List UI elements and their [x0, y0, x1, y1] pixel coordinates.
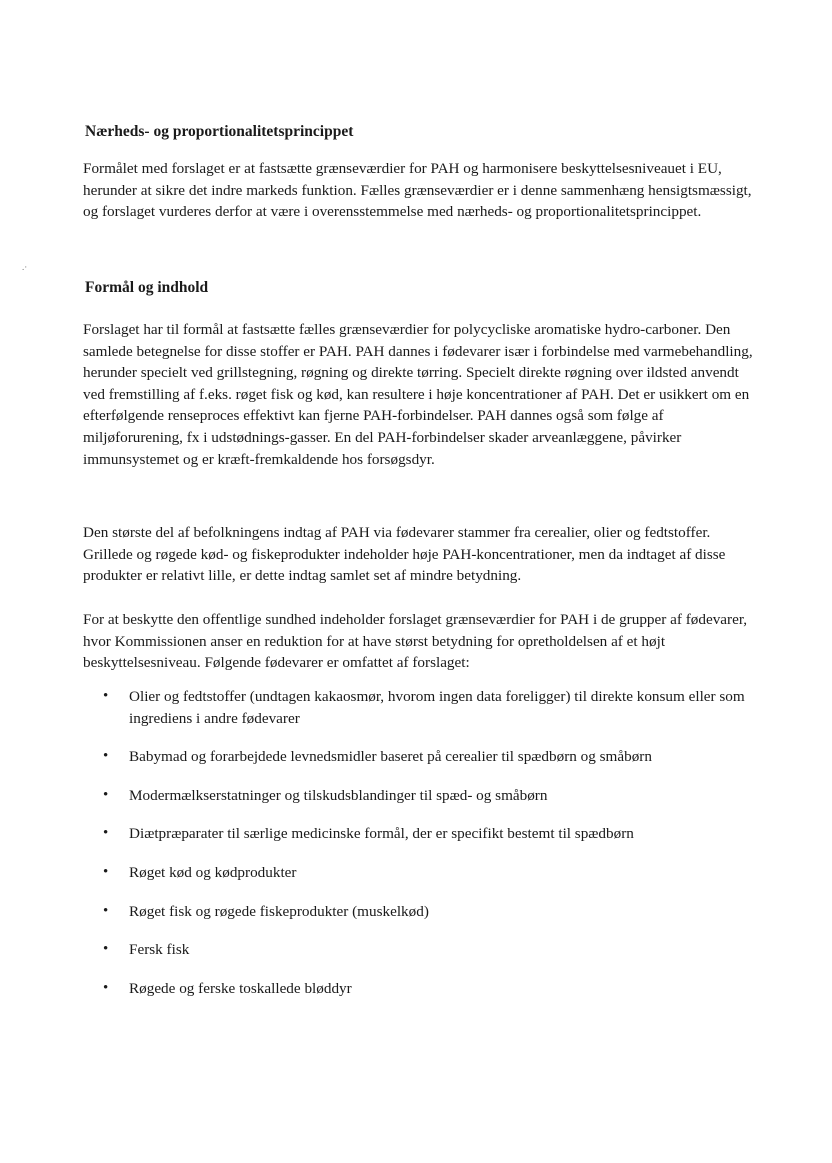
bullet-icon: •: [103, 688, 109, 704]
bullet-icon: •: [103, 941, 109, 958]
bullet-icon: •: [103, 748, 109, 765]
list-item: [83, 686, 763, 729]
section-heading-proportionality: Nærheds- og proportionalitetsprincippet: [85, 123, 354, 140]
list-item-text: Røgede og ferske toskallede bløddyr: [129, 979, 352, 997]
list-item: [83, 823, 763, 845]
list-item-text: Diætpræparater til særlige medicinske formål, der er specifikt bestemt til spædbørn: [129, 825, 634, 843]
bullet-icon: •: [103, 902, 109, 919]
scan-mark: .·: [22, 262, 28, 272]
section-heading-purpose: Formål og indhold: [85, 279, 209, 296]
bullet-icon: •: [103, 979, 109, 996]
paragraph-proportionality: Formålet med forslaget er at fastsætte grænseværdier for PAH og harmonisere beskyttelsesniveauet i EU, herunder at sikre det indre markeds funktion. Fælles grænseværdier er i denne sammenhæng hensigtsmæssigt, og forslaget vurderes derfor at være i overensstemmelse med nærheds- og proportionalitetsprincippet.: [83, 160, 752, 221]
list-item-text: Røget kød og kødprodukter: [129, 863, 297, 881]
paragraph-purpose-1: Forslaget har til formål at fastsætte fælles grænseværdier for polycycliske aromatiske hydro-carboner. Den samlede betegnelse for disse stoffer er PAH. PAH dannes i fødevarer især i forbindelse med varmebehandling, herunder specielt ved grillstegning, røgning og direkte tørring. Specielt direkte røgning over ildsted anvendt ved fremstilling af f.eks. røget fisk og kød, kan resultere i høje koncentrationer af PAH. Det er usikkert om en efterfølgende renseproces effektivt kan fjerne PAH-forbindelser. PAH dannes også som følge af miljøforurening, fx i udstødnings-gasser. En del PAH-forbindelser skader arveanlæggene, påvirker immunsystemet og er kræft-fremkaldende hos forsøgsdyr.: [83, 321, 753, 468]
list-item: [83, 785, 763, 807]
list-item-text: Modermælkserstatninger og tilskudsblandinger til spæd- og småbørn: [129, 786, 548, 804]
paragraph-purpose-3: For at beskytte den offentlige sundhed indeholder forslaget grænseværdier for PAH i de grupper af fødevarer, hvor Kommissionen anser en reduktion for at have størst betydning for opretholdelsen af et højt beskyttelsesniveau. Følgende fødevarer er omfattet af forslaget:: [83, 611, 748, 672]
bullet-icon: •: [103, 825, 109, 842]
food-list: [83, 686, 763, 1016]
bullet-icon: •: [103, 863, 109, 880]
list-item: [83, 862, 763, 884]
list-item-text: Babymad og forarbejdede levnedsmidler baseret på cerealier til spædbørn og småbørn: [129, 748, 652, 766]
list-item-text: Røget fisk og røgede fiskeprodukter (muskelkød): [129, 902, 429, 920]
list-item-text: Fersk fisk: [129, 941, 190, 959]
bullet-icon: •: [103, 786, 109, 803]
list-item: [83, 746, 763, 768]
list-item: [83, 939, 763, 961]
list-item: [83, 978, 763, 1000]
paragraph-purpose-2: Den største del af befolkningens indtag af PAH via fødevarer stammer fra cerealier, olier og fedtstoffer. Grillede og røgede kød- og fiskeprodukter indeholder høje PAH-koncentrationer, men da indtaget af disse produkter er relativt lille, er dette indtag samlet set af mindre betydning.: [83, 524, 726, 585]
list-item: [83, 901, 763, 923]
list-item-text: Olier og fedtstoffer (undtagen kakaosmør, hvorom ingen data foreligger) til direkte konsum eller som ingrediens i andre fødevarer: [129, 688, 745, 727]
